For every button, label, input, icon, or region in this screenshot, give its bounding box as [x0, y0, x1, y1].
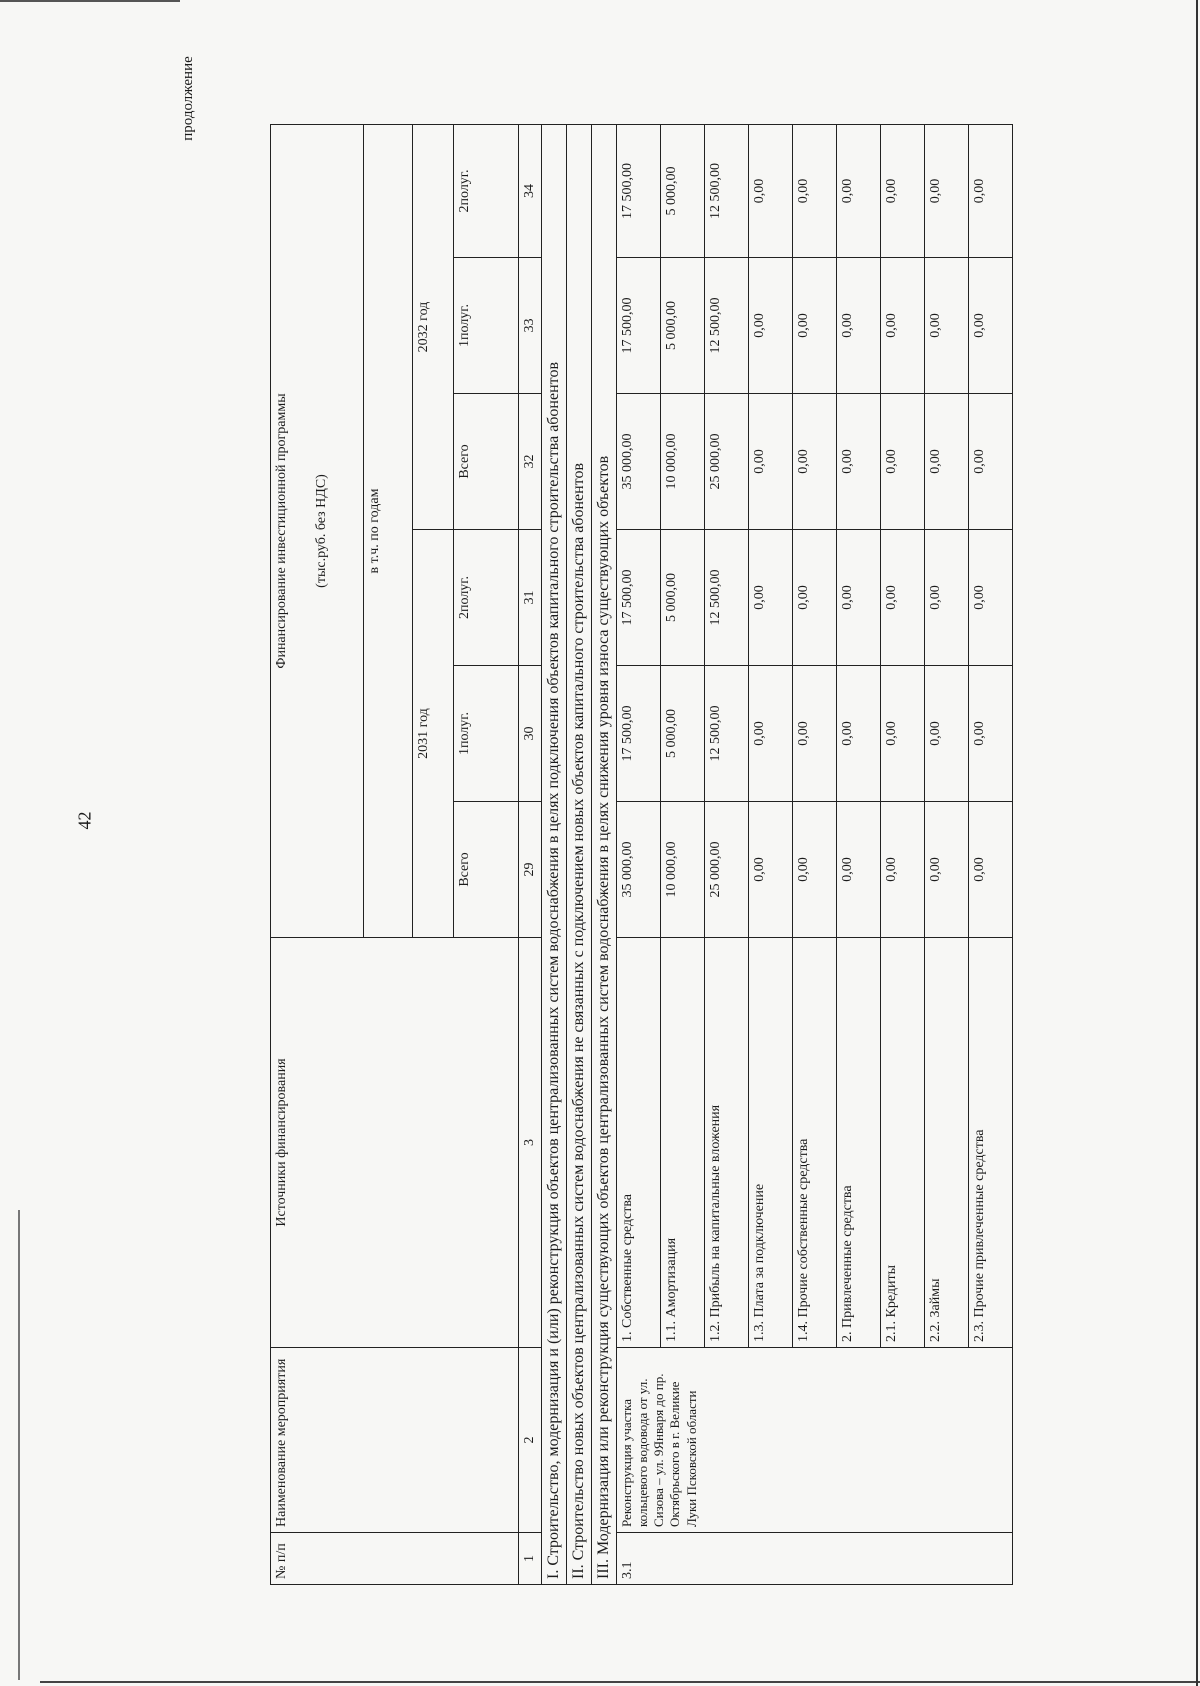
- value-cell: 0,00: [968, 394, 1012, 530]
- value-cell: 0,00: [748, 666, 792, 802]
- source-label: 2.3. Прочие привлеченные средства: [968, 938, 1012, 1348]
- scan-edge-left: [18, 1210, 20, 1680]
- value-cell: 0,00: [792, 802, 836, 938]
- value-cell: 12 500,00: [704, 124, 748, 257]
- value-cell: 25 000,00: [704, 394, 748, 530]
- value-cell: 0,00: [924, 394, 968, 530]
- section-1-title: I. Строительство, модернизация и (или) реконструкция объектов централизованных систем водоснабжения в целях подключения объектов капитального строительства абонентов: [541, 124, 566, 1584]
- value-cell: 0,00: [968, 802, 1012, 938]
- value-cell: 5 000,00: [660, 124, 704, 257]
- colnum: 29: [519, 802, 542, 938]
- page-number: 42: [74, 811, 95, 830]
- value-cell: 0,00: [836, 802, 880, 938]
- value-cell: 0,00: [924, 802, 968, 938]
- value-cell: 0,00: [924, 666, 968, 802]
- value-cell: 0,00: [792, 394, 836, 530]
- header-half2-2031: 2полуг.: [454, 530, 519, 666]
- financing-table: [270, 124, 1013, 1585]
- value-cell: 0,00: [792, 666, 836, 802]
- value-cell: 12 500,00: [704, 258, 748, 394]
- value-cell: 0,00: [836, 124, 880, 257]
- value-cell: 17 500,00: [616, 258, 660, 394]
- value-cell: 0,00: [968, 258, 1012, 394]
- value-cell: 0,00: [792, 258, 836, 394]
- value-cell: 12 500,00: [704, 666, 748, 802]
- colnum: 3: [519, 938, 542, 1348]
- item-no: 3.1: [616, 1533, 1012, 1585]
- value-cell: 5 000,00: [660, 530, 704, 666]
- header-year-2031: 2031 год: [413, 530, 454, 938]
- source-label: 1.4. Прочие собственные средства: [792, 938, 836, 1348]
- value-cell: 0,00: [748, 124, 792, 257]
- colnum: 31: [519, 530, 542, 666]
- value-cell: 0,00: [924, 124, 968, 257]
- value-cell: 5 000,00: [660, 258, 704, 394]
- header-no: № п/п: [271, 1533, 519, 1585]
- financing-title: Финансирование инвестиционной программы: [274, 393, 289, 669]
- column-numbers-row: [519, 124, 542, 1584]
- header-incl-years: в т.ч. по годам: [364, 124, 413, 937]
- item-name: Реконструкция участка кольцевого водовода от ул. Сизова – ул. 9Января до пр. Октябрьского в г. Великие Луки Псковской области: [616, 1348, 1012, 1533]
- value-cell: 5 000,00: [660, 666, 704, 802]
- value-cell: 0,00: [836, 258, 880, 394]
- value-cell: 0,00: [748, 802, 792, 938]
- value-cell: 0,00: [836, 530, 880, 666]
- value-cell: 25 000,00: [704, 802, 748, 938]
- colnum: 33: [519, 258, 542, 394]
- value-cell: 0,00: [836, 666, 880, 802]
- colnum: 30: [519, 666, 542, 802]
- header-name: Наименование мероприятия: [271, 1348, 519, 1533]
- financing-units: (тыс.руб. без НДС): [313, 474, 329, 588]
- value-cell: 12 500,00: [704, 530, 748, 666]
- header-source: Источники финансирования: [271, 938, 519, 1348]
- value-cell: 10 000,00: [660, 394, 704, 530]
- header-half2-2032: 2полуг.: [454, 124, 519, 257]
- value-cell: 35 000,00: [616, 802, 660, 938]
- scan-edge-top: [0, 0, 180, 2]
- value-cell: 0,00: [748, 258, 792, 394]
- continuation-label: продолжение: [179, 56, 196, 141]
- source-label: 1.1. Амортизация: [660, 938, 704, 1348]
- value-cell: 0,00: [880, 394, 924, 530]
- colnum: 2: [519, 1348, 542, 1533]
- value-cell: 17 500,00: [616, 124, 660, 257]
- source-label: 1.3. Плата за подключение: [748, 938, 792, 1348]
- section-2-title: II. Строительство новых объектов централизованных систем водоснабжения не связанных с подключением новых объектов капитального строительства абонентов: [566, 124, 591, 1584]
- scan-edge-right: [1196, 0, 1198, 1686]
- value-cell: 17 500,00: [616, 666, 660, 802]
- colnum: 1: [519, 1533, 542, 1585]
- value-cell: 0,00: [792, 530, 836, 666]
- source-label: 2.2. Займы: [924, 938, 968, 1348]
- header-total-2031: Всего: [454, 802, 519, 938]
- value-cell: 0,00: [748, 530, 792, 666]
- header-half1-2032: 1полуг.: [454, 258, 519, 394]
- value-cell: 10 000,00: [660, 802, 704, 938]
- colnum: 34: [519, 124, 542, 257]
- value-cell: 0,00: [924, 258, 968, 394]
- header-financing: [271, 124, 364, 937]
- rotated-page: [270, 125, 1130, 1585]
- value-cell: 0,00: [880, 124, 924, 257]
- value-cell: 17 500,00: [616, 530, 660, 666]
- header-year-2032: 2032 год: [413, 124, 454, 529]
- value-cell: 0,00: [968, 666, 1012, 802]
- value-cell: 0,00: [880, 802, 924, 938]
- value-cell: 0,00: [924, 530, 968, 666]
- source-label: 2.1. Кредиты: [880, 938, 924, 1348]
- colnum: 32: [519, 394, 542, 530]
- value-cell: 0,00: [880, 258, 924, 394]
- value-cell: 0,00: [880, 666, 924, 802]
- source-label: 2. Привлеченные средства: [836, 938, 880, 1348]
- source-label: 1. Собственные средства: [616, 938, 660, 1348]
- table-row: [616, 124, 660, 1584]
- header-half1-2031: 1полуг.: [454, 666, 519, 802]
- section-3-title: III. Модернизация или реконструкция существующих объектов централизованных систем водоснабжения в целях снижения уровня износа существующих объектов: [591, 124, 616, 1584]
- value-cell: 35 000,00: [616, 394, 660, 530]
- value-cell: 0,00: [880, 530, 924, 666]
- value-cell: 0,00: [792, 124, 836, 257]
- header-total-2032: Всего: [454, 394, 519, 530]
- value-cell: 0,00: [968, 124, 1012, 257]
- value-cell: 0,00: [968, 530, 1012, 666]
- value-cell: 0,00: [836, 394, 880, 530]
- source-label: 1.2. Прибыль на капитальные вложения: [704, 938, 748, 1348]
- scan-edge-bottom: [40, 1681, 1200, 1683]
- value-cell: 0,00: [748, 394, 792, 530]
